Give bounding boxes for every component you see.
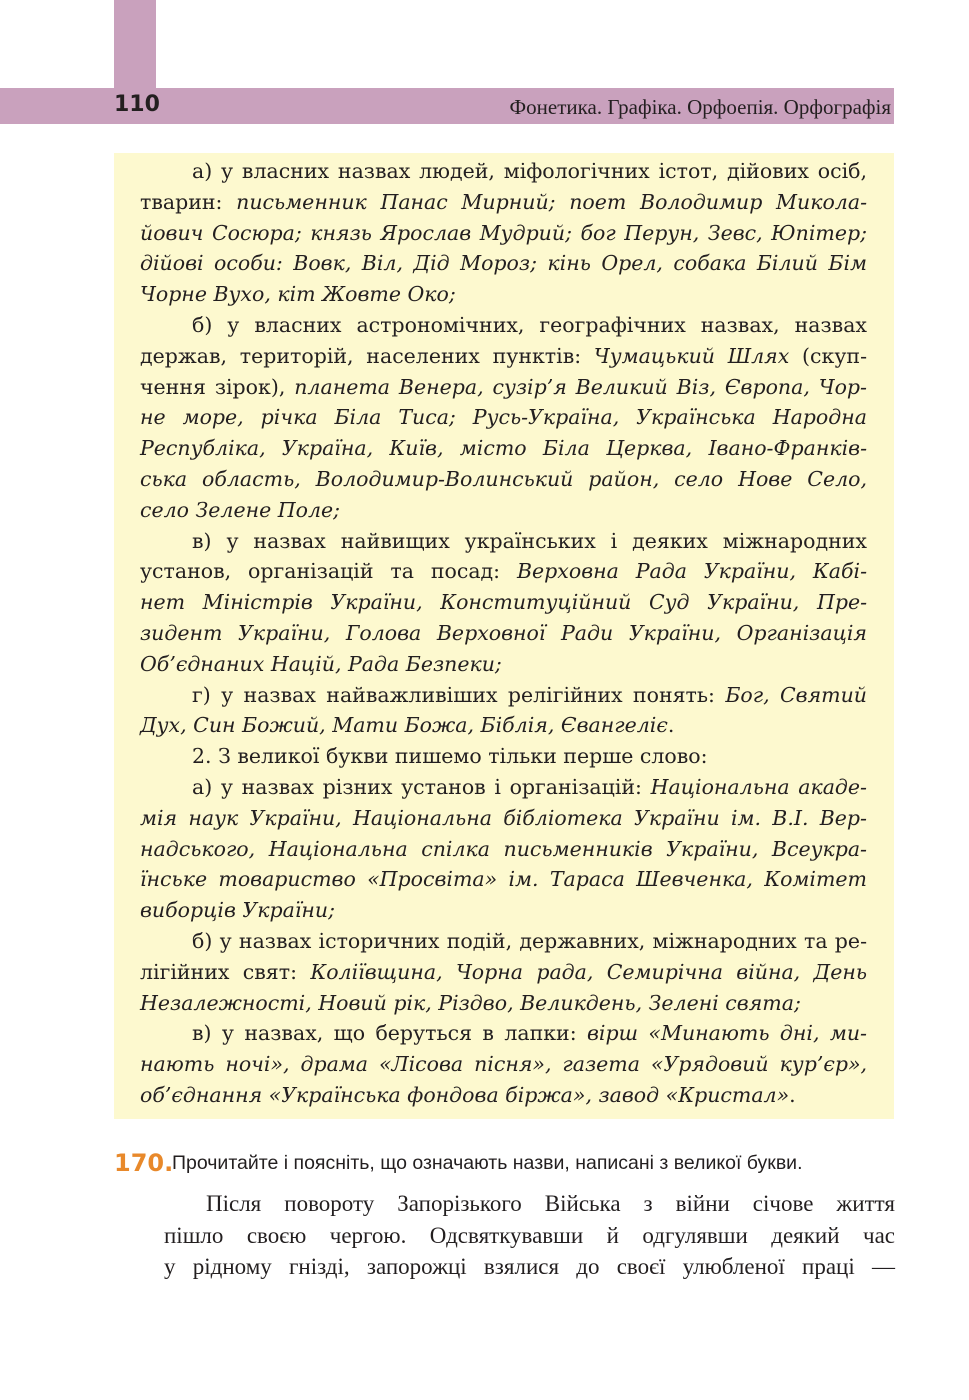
text-line — [140, 372, 867, 403]
example-text: Національна акаде- — [650, 774, 867, 799]
rule-text-span: у рідному гнізді, запорожці взялися до своєї улюбленої праці — — [164, 1254, 895, 1279]
rule-text-span: б) у назвах історичних подій, державних, міжнародних та ре- — [192, 928, 867, 953]
rule-text-span: . — [789, 1082, 796, 1107]
text-line — [140, 279, 867, 310]
text-line — [140, 649, 867, 680]
rule-text-span: . — [667, 713, 675, 738]
text-line — [164, 1251, 895, 1283]
text-line — [140, 803, 867, 834]
example-text: нет Міністрів України, Конституційний Суд України, Пре- — [140, 590, 867, 615]
example-text: Коліївщина, Чорна рада, Семирічна війна, День — [310, 959, 867, 984]
exercise-number: 170. — [114, 1149, 174, 1177]
text-line — [140, 618, 867, 649]
text-line — [140, 864, 867, 895]
example-text: письменник Панас Мирний; поет Володимир Микола- — [236, 189, 867, 214]
example-text: нають ночі», драма «Лісова пісня», газета «Урядовий кур’єр», — [140, 1052, 867, 1077]
example-text: йович Сосюра; князь Ярослав Мудрий; бог Перун, Зевс, Юпітер; — [140, 220, 867, 245]
text-line — [140, 433, 867, 464]
example-text: ська область, Володимир-Волинський район, село Нове Село, — [140, 466, 867, 491]
text-line — [140, 218, 867, 249]
example-text: село Зелене Поле; — [140, 497, 341, 522]
rule-text-span: (скуп- — [789, 343, 868, 368]
text-line — [140, 926, 867, 957]
text-line — [164, 1188, 895, 1220]
rule-text-span: Після повороту Запорізького Війська з війни січове життя — [206, 1191, 895, 1216]
example-text: планета Венера, сузір’я Великий Віз, Європа, Чор- — [294, 374, 867, 399]
rule-text-span: б) у власних астрономічних, географічних назвах, назвах — [192, 312, 867, 337]
example-text: виборців України; — [140, 898, 335, 923]
text-line — [140, 187, 867, 218]
text-line — [140, 988, 867, 1019]
text-line — [140, 772, 867, 803]
rule-text-span: 2. З великої букви пишемо тільки перше слово: — [192, 744, 708, 769]
example-text: вірш «Минають дні, ми- — [587, 1021, 867, 1046]
rule-text-span: г) у назвах найважливіших релігійних понять: — [192, 682, 726, 707]
text-line — [140, 1018, 867, 1049]
rule-text-span: установ, організацій та посад: — [140, 559, 517, 584]
text-line — [140, 402, 867, 433]
exercise-task: Прочитайте і поясніть, що означають назви, написані з великої букви. — [172, 1152, 803, 1174]
rule-text-span: лігійних свят: — [140, 959, 311, 984]
example-text: Чумацький Шлях — [593, 343, 790, 368]
example-text: Республіка, Україна, Київ, місто Біла Церква, Івано-Франків- — [140, 436, 867, 461]
example-text: Об’єднаних Націй, Рада Безпеки; — [140, 651, 502, 676]
text-line — [140, 341, 867, 372]
text-line — [140, 310, 867, 341]
text-line — [140, 156, 867, 187]
rule-text-span: чення зірок), — [140, 374, 295, 399]
rule-text — [140, 156, 867, 1111]
text-line — [140, 680, 867, 711]
example-text: їнське товариство «Просвіта» ім. Тараса Шевченка, Комітет — [140, 867, 867, 892]
rule-text-span: тварин: — [140, 189, 237, 214]
text-line — [140, 895, 867, 926]
example-text: Незалежності, Новий рік, Різдво, Великдень, Зелені свята; — [140, 990, 801, 1015]
text-line — [140, 495, 867, 526]
rule-text-span: в) у назвах, що беруться в лапки: — [192, 1021, 587, 1046]
example-text: Чорне Вухо, кіт Жовте Око; — [140, 282, 456, 307]
text-line — [140, 526, 867, 557]
page-number: 110 — [114, 92, 160, 117]
page-tab — [114, 0, 156, 88]
text-line — [140, 556, 867, 587]
text-line — [140, 464, 867, 495]
rule-text-span: в) у назвах найвищих українських і деяких міжнародних — [192, 528, 867, 553]
rule-text-span: а) у власних назвах людей, міфологічних істот, дійових осіб, — [192, 159, 867, 183]
text-line — [140, 1080, 867, 1111]
example-text: надського, Національна спілка письменників України, Всеукра- — [140, 836, 867, 861]
rule-text-span: а) у назвах різних установ і організацій: — [192, 774, 651, 799]
text-line — [140, 957, 867, 988]
text-line — [140, 248, 867, 279]
example-text: зидент України, Голова Верховної Ради України, Організація — [140, 620, 867, 645]
text-line — [140, 834, 867, 865]
example-text: Бог, Святий — [725, 682, 867, 707]
reading-text — [164, 1188, 895, 1283]
example-text: Верховна Рада України, Кабі- — [516, 559, 867, 584]
example-text: дійові особи: Вовк, Віл, Дід Мороз; кінь Орел, собака Білий Бім — [140, 251, 867, 276]
example-text: Дух, Син Божий, Мати Божа, Біблія, Євангеліє — [140, 713, 668, 738]
text-line — [140, 710, 867, 741]
text-line — [140, 1049, 867, 1080]
example-text: об’єднання «Українська фондова біржа», завод «Кристал» — [140, 1082, 790, 1107]
text-line — [140, 741, 867, 772]
rule-text-span: держав, територій, населених пунктів: — [140, 343, 594, 368]
text-line — [140, 587, 867, 618]
example-text: не море, річка Біла Тиса; Русь-Україна, Українська Народна — [140, 405, 867, 430]
text-line — [164, 1220, 895, 1252]
running-title: Фонетика. Графіка. Орфоепія. Орфографія — [509, 95, 891, 119]
example-text: мія наук України, Національна бібліотека України ім. В.І. Вер- — [140, 805, 867, 830]
rule-text-span: пішло своєю чергою. Одсвяткувавши й одгулявши деякий час — [164, 1222, 895, 1248]
